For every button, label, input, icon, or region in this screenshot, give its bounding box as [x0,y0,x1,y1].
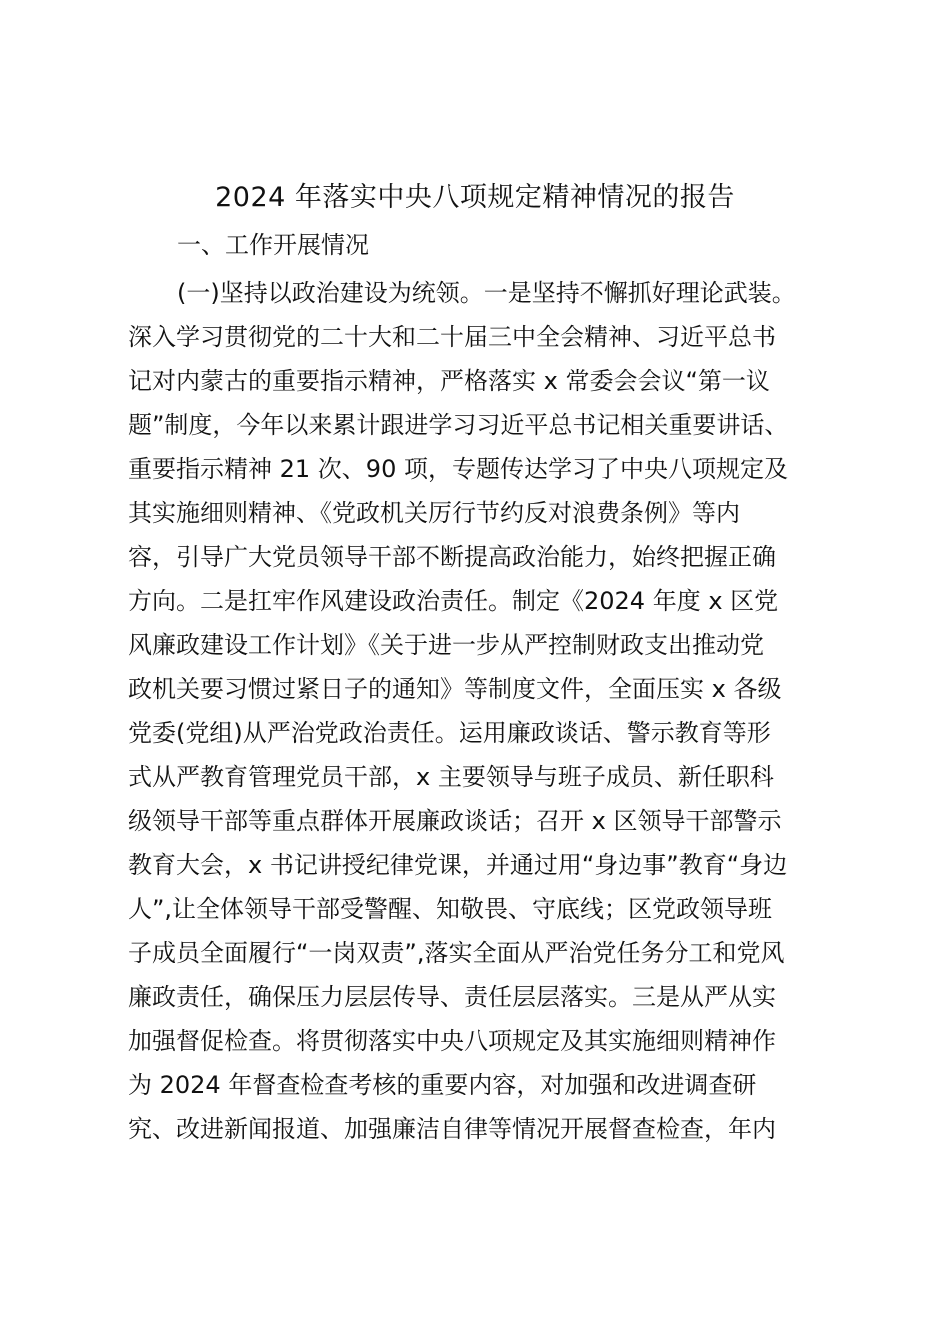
paragraph-line: 党委(党组)从严治党政治责任。运用廉政谈话、警示教育等形 [128,719,771,747]
paragraph-line: 教育大会，x 书记讲授纪律党课，并通过用“身边事”教育“身边 [128,851,788,879]
paragraph-line: 级领导干部等重点群体开展廉政谈话；召开 x 区领导干部警示 [128,807,782,835]
paragraph-line: 式从严教育管理党员干部，x 主要领导与班子成员、新任职科 [128,763,774,791]
paragraph-line: 风廉政建设工作计划》《关于进一步从严控制财政支出推动党 [128,631,764,659]
paragraph-line: 方向。二是扛牢作风建设政治责任。制定《2024 年度 x 区党 [128,587,779,615]
paragraph-line: 为 2024 年督查检查考核的重要内容，对加强和改进调查研 [128,1071,757,1099]
paragraph-line: 究、改进新闻报道、加强廉洁自律等情况开展督查检查，年内 [128,1115,776,1143]
paragraph-line: 子成员全面履行“一岗双责”,落实全面从严治党任务分工和党风 [128,939,785,967]
paragraph-line: 重要指示精神 21 次、90 项，专题传达学习了中央八项规定及 [128,455,788,483]
paragraph-line: 题”制度，今年以来累计跟进学习习近平总书记相关重要讲话、 [128,411,789,439]
paragraph-line: (一)坚持以政治建设为统领。一是坚持不懈抓好理论武装。 [177,279,796,307]
paragraph-line: 人”,让全体领导干部受警醒、知敬畏、守底线；区党政领导班 [128,895,773,923]
paragraph-line: 其实施细则精神、《党政机关厉行节约反对浪费条例》等内 [128,499,740,527]
section-heading: 一、工作开展情况 [177,231,369,259]
paragraph-line: 加强督促检查。将贯彻落实中央八项规定及其实施细则精神作 [128,1027,776,1055]
paragraph-line: 政机关要习惯过紧日子的通知》等制度文件，全面压实 x 各级 [128,675,782,703]
paragraph-line: 深入学习贯彻党的二十大和二十届三中全会精神、习近平总书 [128,323,776,351]
paragraph-line: 容，引导广大党员领导干部不断提高政治能力，始终把握正确 [128,543,776,571]
document-title: 2024 年落实中央八项规定精神情况的报告 [215,182,735,213]
paragraph-line: 廉政责任，确保压力层层传导、责任层层落实。三是从严从实 [128,983,776,1011]
paragraph-line: 记对内蒙古的重要指示精神，严格落实 x 常委会会议“第一议 [128,367,770,395]
